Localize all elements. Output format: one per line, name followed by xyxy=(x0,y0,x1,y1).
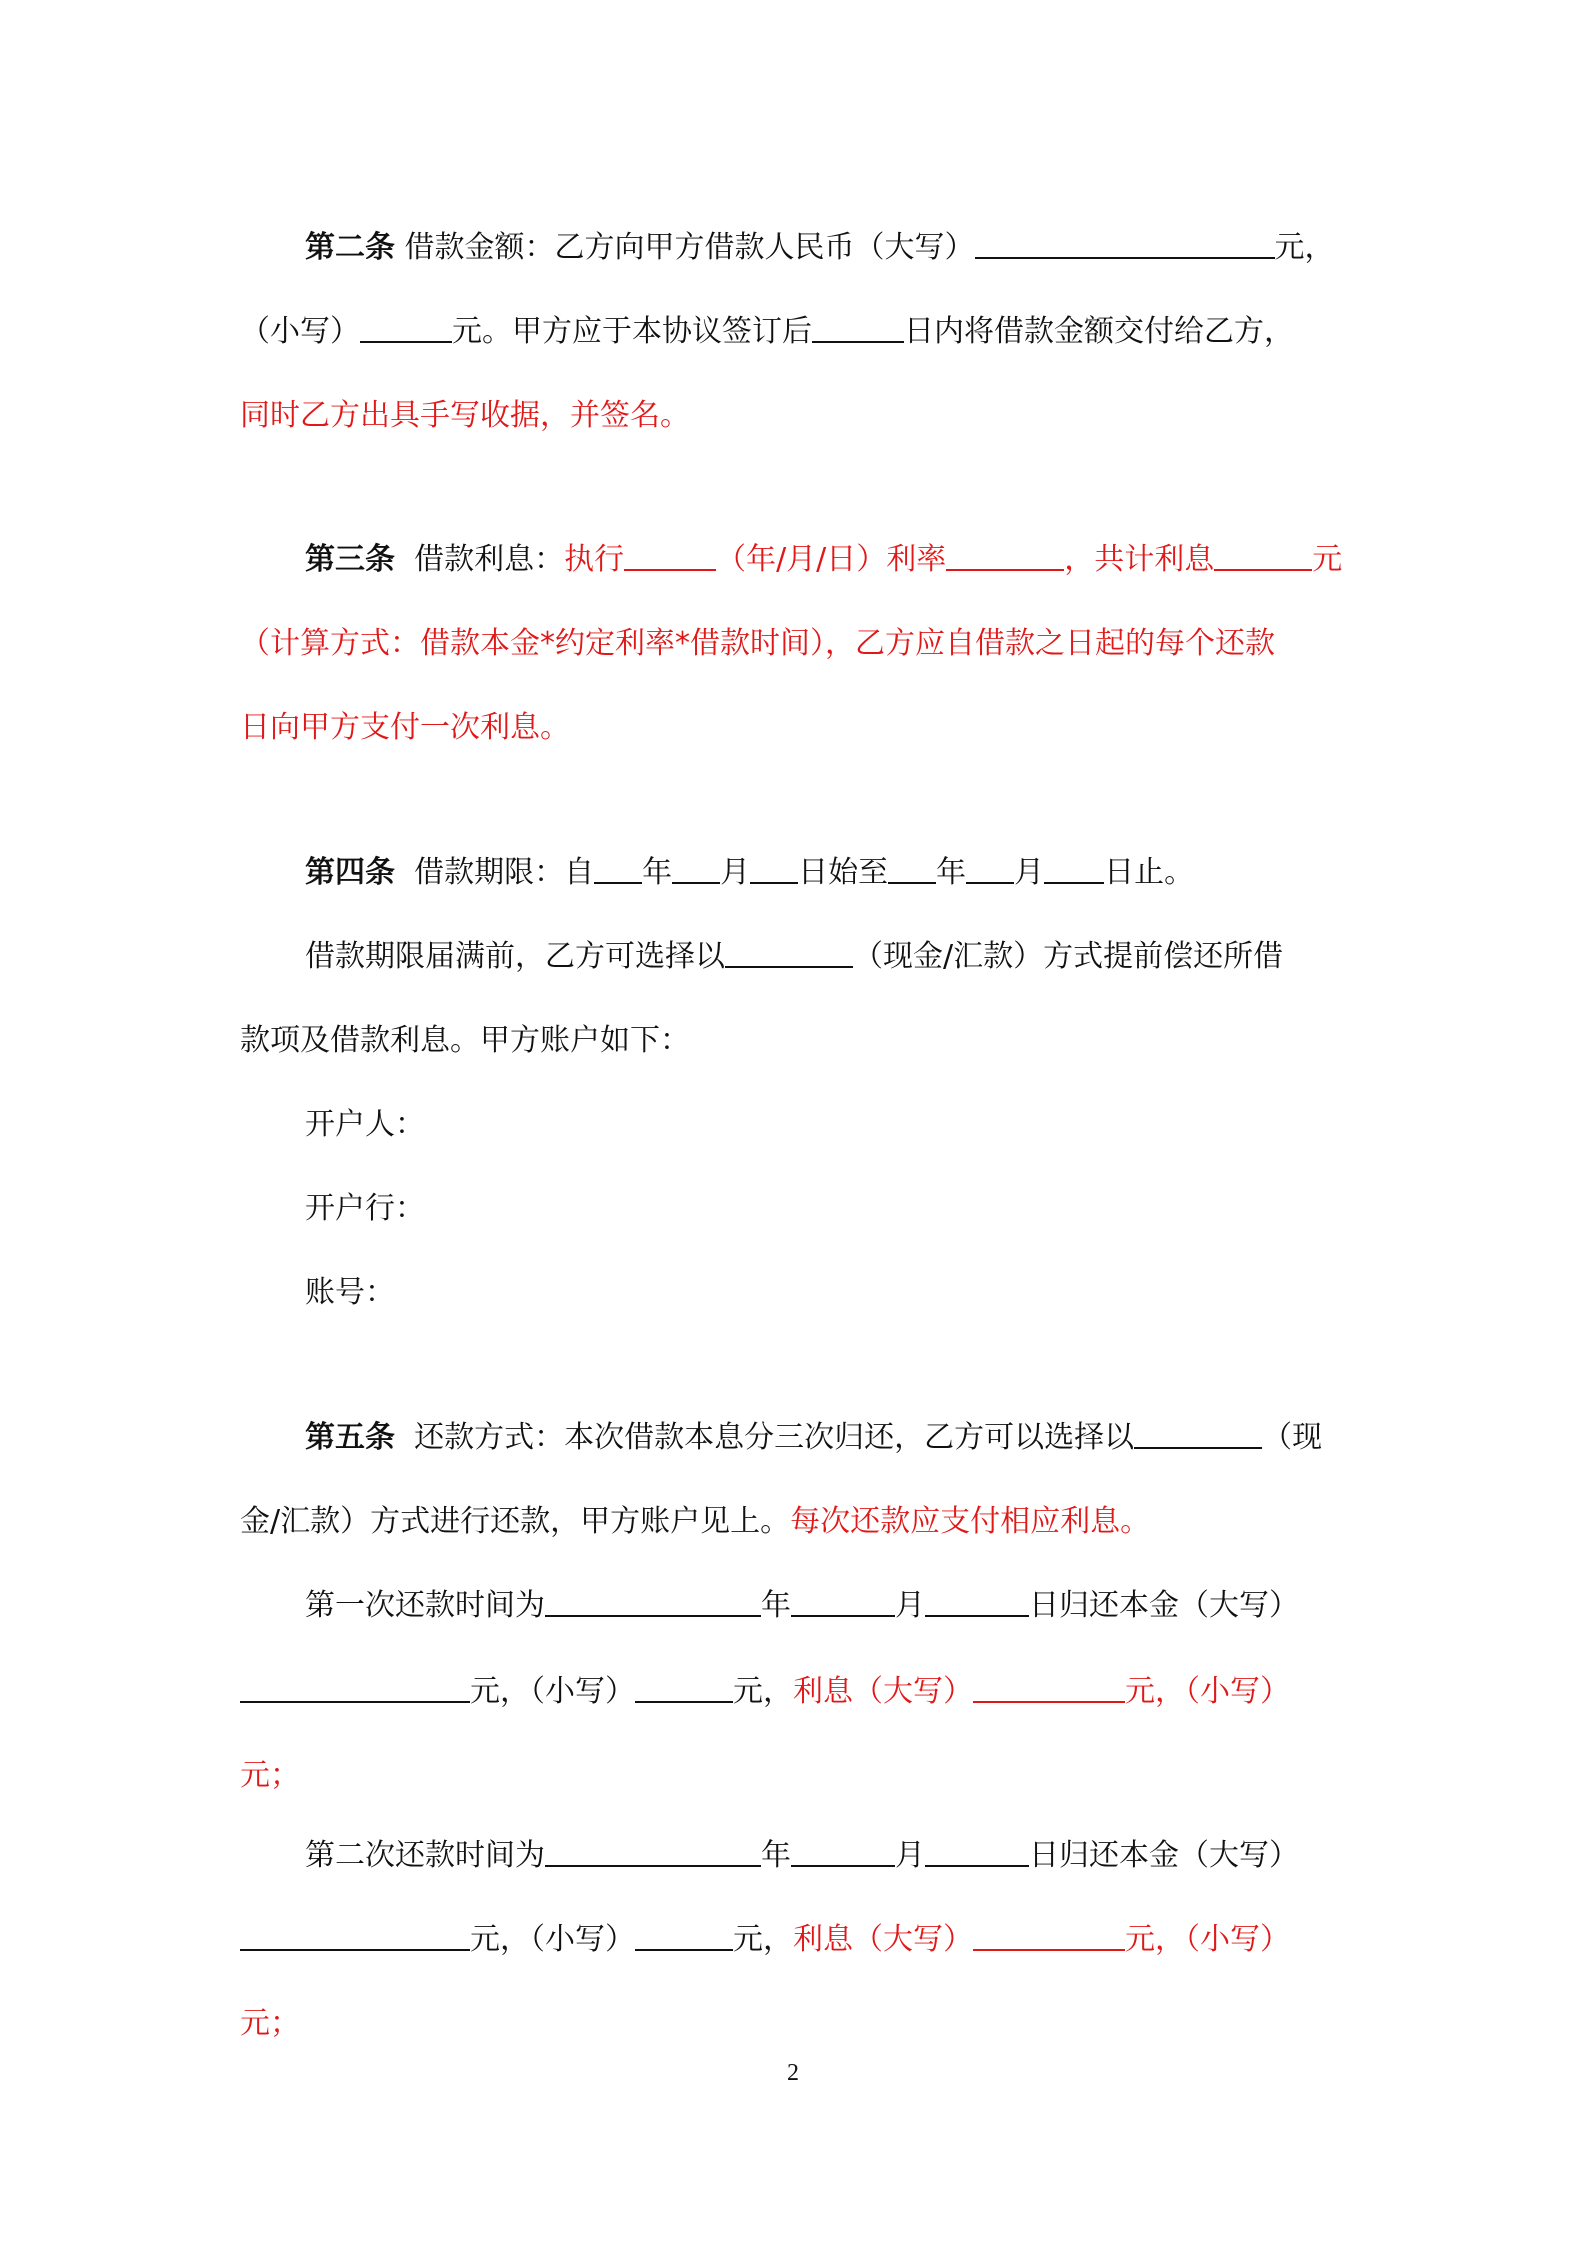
second-interest-capital-blank[interactable] xyxy=(973,1921,1125,1951)
end-month-blank[interactable] xyxy=(966,854,1014,884)
repay-method-blank[interactable] xyxy=(1134,1419,1262,1449)
rate-period-text: （年/月/日）利率 xyxy=(716,542,947,577)
page-number: 2 xyxy=(787,2060,799,2086)
small-write-label: （小写） xyxy=(240,314,360,349)
article-5-heading: 第五条 xyxy=(305,1420,395,1455)
article-2-heading: 第二条 xyxy=(305,230,395,265)
month-label-2: 月 xyxy=(1014,855,1045,890)
second-repayment-line-3: 元； xyxy=(240,2006,300,2041)
article-3-line-1 xyxy=(305,540,1342,580)
article-2-delivery-end: 日内将借款金额交付给乙方， xyxy=(904,314,1294,349)
second-yuan-small: 元，（小写） xyxy=(470,1922,635,1957)
repay-method-cash: （现 xyxy=(1262,1420,1323,1455)
article-2-amount-text: 借款金额：乙方向甲方借款人民币（大写） xyxy=(404,230,975,265)
execute-text: 执行 xyxy=(564,542,625,577)
first-year-blank[interactable] xyxy=(545,1587,761,1617)
start-day-blank[interactable] xyxy=(750,854,798,884)
article-2-line-2 xyxy=(240,312,1294,352)
amount-small-blank[interactable] xyxy=(360,313,452,343)
start-month-blank[interactable] xyxy=(672,854,720,884)
month-label: 月 xyxy=(720,855,751,890)
second-repayment-line-2 xyxy=(240,1920,1290,1960)
first-year-label: 年 xyxy=(761,1588,791,1623)
total-interest-blank[interactable] xyxy=(1214,541,1312,571)
article-4-line-3: 款项及借款利息。甲方账户如下： xyxy=(240,1023,690,1058)
first-month-label: 月 xyxy=(895,1588,925,1623)
year-label-2: 年 xyxy=(936,855,967,890)
second-year-blank[interactable] xyxy=(545,1837,761,1867)
second-yuan-comma: 元， xyxy=(733,1922,793,1957)
account-holder-label: 开户人： xyxy=(305,1107,425,1142)
start-year-blank[interactable] xyxy=(594,854,642,884)
repay-method-text: 还款方式：本次借款本息分三次归还，乙方可以选择以 xyxy=(414,1420,1135,1455)
year-label: 年 xyxy=(642,855,673,890)
first-principal-capital-blank[interactable] xyxy=(240,1673,470,1703)
end-label: 日止。 xyxy=(1104,855,1195,890)
article-3-line-3: 日向甲方支付一次利息。 xyxy=(240,710,570,745)
article-5-line-2 xyxy=(240,1502,1150,1542)
second-interest-capital-label: 利息（大写） xyxy=(793,1922,973,1957)
first-interest-small-label: 元，（小写） xyxy=(1125,1674,1290,1709)
prepay-method-blank[interactable] xyxy=(725,938,853,968)
rate-blank[interactable] xyxy=(946,541,1064,571)
second-day-blank[interactable] xyxy=(925,1837,1029,1867)
article-2-delivery-text: 元。甲方应于本协议签订后 xyxy=(452,314,812,349)
account-number-label: 账号： xyxy=(305,1275,395,1310)
delivery-days-blank[interactable] xyxy=(812,313,904,343)
rate-period-blank[interactable] xyxy=(624,541,716,571)
prepay-text: 借款期限届满前，乙方可选择以 xyxy=(305,939,725,974)
second-interest-small-label: 元，（小写） xyxy=(1125,1922,1290,1957)
article-2-line-1 xyxy=(305,228,1335,268)
first-yuan-comma: 元， xyxy=(733,1674,793,1709)
article-4-line-1 xyxy=(305,853,1194,893)
second-month-blank[interactable] xyxy=(791,1837,895,1867)
article-2-line-3: 同时乙方出具手写收据，并签名。 xyxy=(240,398,690,433)
total-interest-text: ，共计利息 xyxy=(1064,542,1215,577)
second-repayment-label: 第二次还款时间为 xyxy=(305,1838,545,1873)
first-month-blank[interactable] xyxy=(791,1587,895,1617)
end-day-blank[interactable] xyxy=(1044,854,1104,884)
first-day-blank[interactable] xyxy=(925,1587,1029,1617)
first-interest-capital-blank[interactable] xyxy=(973,1673,1125,1703)
article-3-line-2: （计算方式：借款本金*约定利率*借款时间），乙方应自借款之日起的每个还款 xyxy=(240,626,1275,661)
first-interest-capital-label: 利息（大写） xyxy=(793,1674,973,1709)
first-yuan-small: 元，（小写） xyxy=(470,1674,635,1709)
start-to-label: 日始至 xyxy=(798,855,889,890)
first-repayment-line-1 xyxy=(305,1586,1299,1626)
amount-capital-blank[interactable] xyxy=(975,229,1275,259)
end-year-blank[interactable] xyxy=(888,854,936,884)
prepay-method-text: （现金/汇款）方式提前偿还所借 xyxy=(853,939,1284,974)
article-5-line-1 xyxy=(305,1418,1322,1458)
second-principal-capital-blank[interactable] xyxy=(240,1921,470,1951)
term-label: 借款期限：自 xyxy=(414,855,595,890)
first-principal-small-blank[interactable] xyxy=(635,1673,733,1703)
account-bank-label: 开户行： xyxy=(305,1191,425,1226)
second-principal-small-blank[interactable] xyxy=(635,1921,733,1951)
repay-method-text-2: 金/汇款）方式进行还款，甲方账户见上。 xyxy=(240,1504,791,1539)
first-principal-label: 日归还本金（大写） xyxy=(1029,1588,1299,1623)
second-principal-label: 日归还本金（大写） xyxy=(1029,1838,1299,1873)
interest-label: 借款利息： xyxy=(414,542,565,577)
article-3-heading: 第三条 xyxy=(305,542,395,577)
article-4-line-2 xyxy=(305,937,1283,977)
second-repayment-line-1 xyxy=(305,1836,1299,1876)
second-year-label: 年 xyxy=(761,1838,791,1873)
second-month-label: 月 xyxy=(895,1838,925,1873)
repay-interest-note: 每次还款应支付相应利息。 xyxy=(790,1504,1151,1539)
interest-yuan: 元 xyxy=(1312,542,1343,577)
article-2-yuan: 元， xyxy=(1274,230,1335,265)
article-4-heading: 第四条 xyxy=(305,855,395,890)
first-repayment-line-2 xyxy=(240,1672,1290,1712)
first-repayment-line-3: 元； xyxy=(240,1758,300,1793)
first-repayment-label: 第一次还款时间为 xyxy=(305,1588,545,1623)
